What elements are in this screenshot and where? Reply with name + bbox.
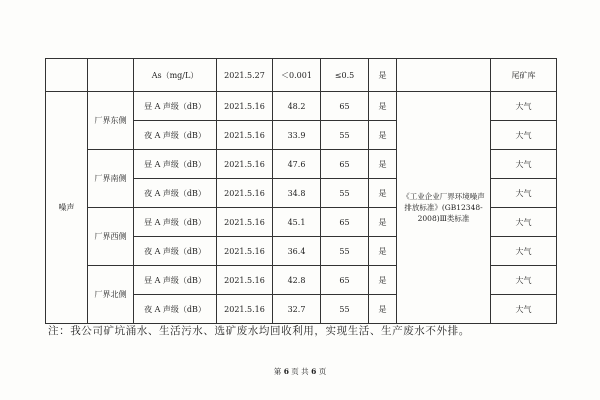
- date-cell: 2021.5.16: [217, 266, 273, 295]
- table-row: [46, 92, 557, 121]
- limit-cell: 65: [321, 150, 369, 179]
- limit-cell: 55: [321, 295, 369, 324]
- result-cell: 33.9: [273, 121, 321, 150]
- destination-cell: 大气: [491, 208, 557, 237]
- destination-cell: 大气: [491, 295, 557, 324]
- location-cell: 厂界南侧: [88, 150, 134, 208]
- compliant-cell: 是: [369, 266, 397, 295]
- page-suffix: 页: [318, 367, 327, 376]
- total-pages: 6: [311, 367, 317, 376]
- compliant-cell: 是: [369, 237, 397, 266]
- limit-cell: 55: [321, 237, 369, 266]
- destination-cell: 尾矿库: [491, 59, 557, 92]
- result-cell: 42.8: [273, 266, 321, 295]
- result-cell: 45.1: [273, 208, 321, 237]
- destination-cell: 大气: [491, 179, 557, 208]
- page-prefix: 第: [273, 367, 282, 376]
- result-cell: 48.2: [273, 92, 321, 121]
- compliant-cell: 是: [369, 150, 397, 179]
- item-cell: 夜 A 声级（dB）: [134, 121, 217, 150]
- date-cell: 2021.5.16: [217, 92, 273, 121]
- table-row: [46, 59, 557, 92]
- footnote: 注：我公司矿坑涌水、生活污水、选矿废水均回收利用，实现生活、生产废水不外排。: [48, 325, 470, 337]
- category-cell: 噪声: [46, 92, 88, 324]
- limit-cell: ≤0.5: [321, 59, 369, 92]
- location-cell: 厂界东侧: [88, 92, 134, 150]
- result-cell: 32.7: [273, 295, 321, 324]
- monitoring-table: [45, 58, 557, 324]
- limit-cell: 55: [321, 121, 369, 150]
- item-cell: 夜 A 声级（dB）: [134, 179, 217, 208]
- item-cell: 昼 A 声级（dB）: [134, 208, 217, 237]
- page-number: [0, 366, 600, 377]
- date-cell: 2021.5.16: [217, 179, 273, 208]
- compliant-cell: 是: [369, 179, 397, 208]
- result-cell: 36.4: [273, 237, 321, 266]
- item-cell: As（mg/L）: [134, 59, 217, 92]
- compliant-cell: 是: [369, 208, 397, 237]
- blank-cell: [397, 59, 491, 92]
- result-cell: 34.8: [273, 179, 321, 208]
- date-cell: 2021.5.16: [217, 150, 273, 179]
- compliant-cell: 是: [369, 92, 397, 121]
- destination-cell: 大气: [491, 121, 557, 150]
- date-cell: 2021.5.16: [217, 237, 273, 266]
- result-cell: 47.6: [273, 150, 321, 179]
- blank-cell: [46, 59, 88, 92]
- limit-cell: 65: [321, 208, 369, 237]
- item-cell: 昼 A 声级（dB）: [134, 266, 217, 295]
- item-cell: 夜 A 声级（dB）: [134, 237, 217, 266]
- item-cell: 夜 A 声级（dB）: [134, 295, 217, 324]
- location-cell: 厂界北侧: [88, 266, 134, 324]
- destination-cell: 大气: [491, 266, 557, 295]
- compliant-cell: 是: [369, 59, 397, 92]
- limit-cell: 65: [321, 266, 369, 295]
- standard-cell: 《工业企业厂界环境噪声排放标准》(GB12348-2008)Ⅲ类标准: [397, 92, 491, 324]
- result-cell: ＜0.001: [273, 59, 321, 92]
- blank-cell: [88, 59, 134, 92]
- compliant-cell: 是: [369, 295, 397, 324]
- location-cell: 厂界西侧: [88, 208, 134, 266]
- date-cell: 2021.5.16: [217, 295, 273, 324]
- date-cell: 2021.5.27: [217, 59, 273, 92]
- compliant-cell: 是: [369, 121, 397, 150]
- item-cell: 昼 A 声级（dB）: [134, 150, 217, 179]
- limit-cell: 65: [321, 92, 369, 121]
- item-cell: 昼 A 声级（dB）: [134, 92, 217, 121]
- destination-cell: 大气: [491, 150, 557, 179]
- date-cell: 2021.5.16: [217, 208, 273, 237]
- destination-cell: 大气: [491, 237, 557, 266]
- page-middle: 页 共: [291, 367, 309, 376]
- current-page: 6: [283, 367, 289, 376]
- limit-cell: 55: [321, 179, 369, 208]
- date-cell: 2021.5.16: [217, 121, 273, 150]
- destination-cell: 大气: [491, 92, 557, 121]
